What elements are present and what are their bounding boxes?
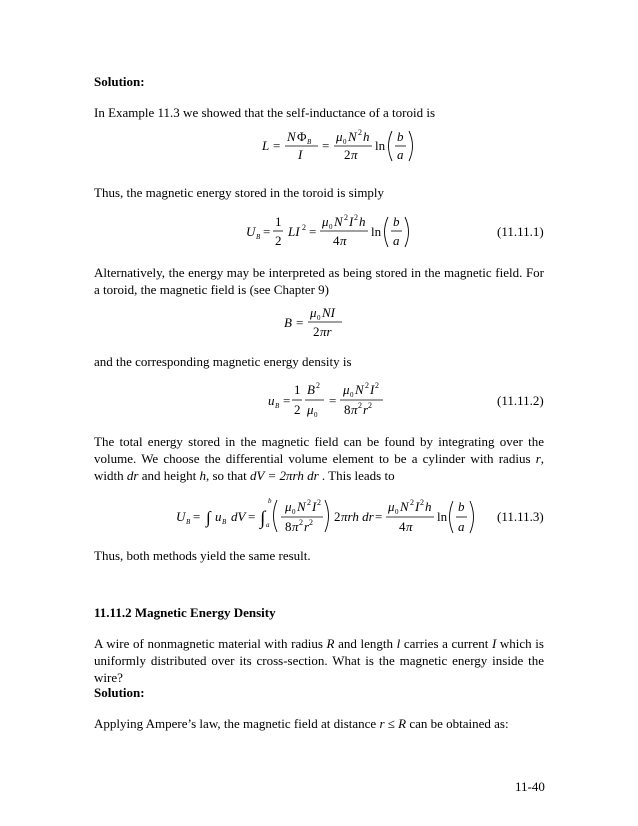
svg-text:b: b (393, 214, 400, 229)
svg-text:ln: ln (375, 138, 386, 153)
svg-text:π: π (351, 402, 358, 417)
svg-text:2: 2 (307, 498, 311, 507)
svg-text:N: N (287, 129, 296, 144)
svg-text:=: = (248, 509, 256, 524)
svg-text:2: 2 (344, 147, 351, 162)
svg-text:πrh dr: πrh dr (341, 509, 374, 524)
svg-text:0: 0 (314, 411, 318, 419)
svg-text:0: 0 (350, 391, 354, 399)
svg-text:2: 2 (302, 223, 306, 232)
svg-text:N: N (297, 499, 306, 514)
svg-text:a: a (458, 519, 465, 534)
svg-text:B: B (222, 518, 227, 526)
solution-heading-2: Solution: (94, 685, 145, 700)
svg-text:=: = (283, 393, 291, 408)
svg-text:0: 0 (292, 508, 296, 516)
section-title: 11.11.2 Magnetic Energy Density (94, 605, 276, 620)
svg-text:B: B (307, 138, 312, 146)
svg-text:u: u (215, 509, 222, 524)
svg-text:N: N (355, 382, 364, 397)
svg-text:0: 0 (395, 508, 399, 516)
svg-text:2: 2 (334, 509, 341, 524)
svg-text:B: B (186, 518, 191, 526)
svg-text:μ: μ (307, 402, 314, 417)
svg-text:NI: NI (322, 305, 335, 320)
svg-text:LI: LI (288, 224, 300, 239)
svg-text:2: 2 (358, 401, 362, 410)
svg-text:B: B (307, 382, 315, 397)
svg-text:4: 4 (333, 233, 340, 248)
svg-text:r: r (363, 402, 369, 417)
svg-text:=: = (309, 224, 317, 239)
svg-text:0: 0 (329, 223, 333, 231)
svg-text:h: h (359, 214, 366, 229)
svg-text:ln: ln (437, 509, 448, 524)
svg-text:μ: μ (388, 499, 395, 514)
svg-text:=: = (263, 224, 271, 239)
svg-text:B: B (284, 315, 292, 330)
paragraph-energy-stored: Thus, the magnetic energy stored in the toroid is simply (94, 185, 385, 200)
svg-text:b: b (458, 499, 465, 514)
svg-text:N: N (348, 129, 357, 144)
svg-text:2: 2 (299, 518, 303, 527)
svg-text:B: B (275, 402, 280, 410)
paragraph-wire-problem: A wire of nonmagnetic material with radius R and length l carries a current I which is uniformly distributed over its cross-section. What is the magnetic energy inside the wire? (94, 636, 544, 685)
svg-text:0: 0 (343, 138, 347, 146)
paragraph-self-inductance: In Example 11.3 we showed that the self-inductance of a toroid is (94, 105, 436, 120)
svg-text:2: 2 (316, 381, 320, 390)
svg-text:2: 2 (313, 324, 320, 339)
svg-text:h: h (363, 129, 370, 144)
svg-text:π: π (406, 519, 413, 534)
svg-text:b: b (268, 497, 272, 505)
svg-text:μ: μ (336, 129, 343, 144)
page-number: 11-40 (515, 779, 545, 794)
svg-text:2: 2 (344, 213, 348, 222)
equation-number-1: (11.11.1) (497, 224, 544, 239)
paragraph-energy-density-intro: and the corresponding magnetic energy density is (94, 354, 352, 369)
svg-text:2: 2 (410, 498, 414, 507)
svg-text:2: 2 (420, 498, 424, 507)
svg-text:μ: μ (343, 382, 350, 397)
svg-text:=: = (193, 509, 201, 524)
svg-text:∫: ∫ (260, 508, 266, 529)
paragraph-field-interpretation: Alternatively, the energy may be interpreted as being stored in the magnetic field. For a toroid, the magnetic field is (see Chapter 9) (94, 265, 544, 297)
svg-text:I: I (415, 499, 420, 514)
svg-text:=: = (322, 138, 330, 153)
svg-text:r: r (304, 519, 310, 534)
svg-text:2: 2 (375, 381, 379, 390)
svg-text:2: 2 (354, 213, 358, 222)
solution-heading: Solution: (94, 74, 145, 89)
svg-text:μ: μ (310, 305, 317, 320)
svg-text:U: U (176, 509, 186, 524)
svg-text:=: = (329, 393, 337, 408)
svg-text:π: π (340, 233, 347, 248)
svg-text:ln: ln (371, 224, 382, 239)
paragraph-volume-integration: The total energy stored in the magnetic field can be found by integrating over the volume. We choose the differential volume element to be a cylinder with radius r, width dr and height h, so that dV = 2πrh dr . This leads to (94, 434, 544, 483)
svg-text:π: π (292, 519, 299, 534)
svg-text:2: 2 (317, 498, 321, 507)
paragraph-conclusion: Thus, both methods yield the same result. (94, 548, 311, 563)
svg-text:a: a (266, 521, 270, 529)
svg-text:2: 2 (365, 381, 369, 390)
svg-text:h: h (425, 499, 432, 514)
svg-text:8: 8 (344, 402, 351, 417)
svg-text:I: I (370, 382, 375, 397)
svg-text:u: u (268, 393, 275, 408)
svg-text:I: I (298, 147, 303, 162)
svg-text:b: b (397, 129, 404, 144)
equation-number-2: (11.11.2) (497, 393, 544, 408)
svg-text:8: 8 (285, 519, 292, 534)
svg-text:1: 1 (275, 214, 282, 229)
svg-text:U: U (246, 224, 256, 239)
svg-text:L: L (262, 138, 270, 153)
svg-text:I: I (312, 499, 317, 514)
svg-text:N: N (400, 499, 409, 514)
svg-text:a: a (393, 233, 400, 248)
svg-text:4: 4 (399, 519, 406, 534)
svg-text:μ: μ (285, 499, 292, 514)
svg-text:I: I (349, 214, 354, 229)
svg-text:=: = (273, 138, 281, 153)
svg-text:=: = (375, 509, 383, 524)
svg-text:a: a (397, 147, 404, 162)
paragraph-ampere-law: Applying Ampere’s law, the magnetic field at distance r ≤ R can be obtained as: (94, 716, 509, 731)
svg-text:0: 0 (317, 314, 321, 322)
svg-text:π: π (351, 147, 358, 162)
svg-text:dV: dV (231, 509, 246, 524)
svg-text:N: N (334, 214, 343, 229)
svg-text:∫: ∫ (206, 508, 211, 527)
svg-text:1: 1 (294, 382, 301, 397)
svg-text:2: 2 (275, 233, 282, 248)
equation-number-3: (11.11.3) (497, 509, 544, 524)
svg-text:2: 2 (358, 128, 362, 137)
svg-text:B: B (256, 233, 261, 241)
svg-text:Φ: Φ (297, 129, 307, 144)
svg-text:μ: μ (322, 214, 329, 229)
svg-text:πr: πr (320, 324, 332, 339)
svg-text:=: = (296, 315, 304, 330)
svg-text:2: 2 (309, 518, 313, 527)
svg-text:2: 2 (368, 401, 372, 410)
svg-text:2: 2 (294, 402, 301, 417)
